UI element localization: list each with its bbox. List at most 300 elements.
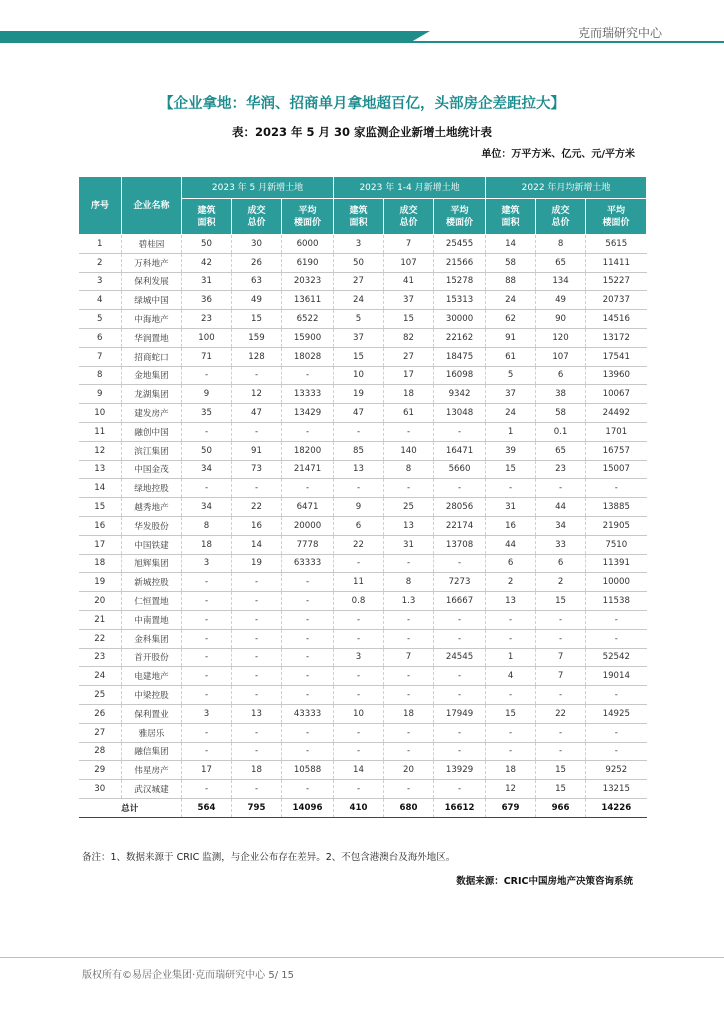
data-cell: - (182, 686, 232, 705)
data-cell: 24545 (434, 648, 486, 667)
data-cell: - (282, 479, 334, 498)
data-cell: 23 (182, 310, 232, 329)
table-row (79, 516, 647, 535)
data-cell: 13885 (586, 498, 647, 517)
sub-header-cell (182, 199, 232, 235)
table-row (79, 253, 647, 272)
data-cell: 15900 (282, 328, 334, 347)
data-cell: 22162 (434, 328, 486, 347)
data-cell: - (536, 610, 586, 629)
company-name: 中南置地 (122, 610, 182, 629)
company-name: 雅居乐 (122, 723, 182, 742)
data-cell: 13 (486, 592, 536, 611)
data-cell: 3 (334, 235, 384, 254)
data-cell: 9 (182, 385, 232, 404)
data-cell: - (384, 422, 434, 441)
table-row (79, 723, 647, 742)
data-cell: 24 (334, 291, 384, 310)
data-cell: 19 (232, 554, 282, 573)
table-row (79, 310, 647, 329)
data-cell: 50 (182, 235, 232, 254)
data-cell: - (334, 554, 384, 573)
data-cell: 12 (232, 385, 282, 404)
table-row (79, 235, 647, 254)
table-row (79, 366, 647, 385)
data-cell: - (182, 723, 232, 742)
row-index: 1 (79, 235, 122, 254)
data-cell: 33 (536, 535, 586, 554)
data-cell: 61 (486, 347, 536, 366)
data-cell: - (434, 667, 486, 686)
row-index: 26 (79, 704, 122, 723)
data-cell: 52542 (586, 648, 647, 667)
company-name: 绿城中国 (122, 291, 182, 310)
total-cell: 410 (334, 798, 384, 817)
data-cell: - (586, 723, 647, 742)
row-index: 13 (79, 460, 122, 479)
data-cell: - (182, 592, 232, 611)
data-cell: 5 (334, 310, 384, 329)
data-cell: 15 (536, 761, 586, 780)
data-cell: 15 (334, 347, 384, 366)
sub-header-text: 面积 (197, 217, 216, 228)
data-cell: 13611 (282, 291, 334, 310)
table-row (79, 479, 647, 498)
sub-header-text: 成交 (551, 205, 570, 216)
sub-header-text: 建筑 (349, 205, 368, 216)
data-cell: 6522 (282, 310, 334, 329)
row-index: 17 (79, 535, 122, 554)
data-cell: - (334, 422, 384, 441)
data-cell: - (232, 648, 282, 667)
sub-header-cell (486, 199, 536, 235)
table-row (79, 761, 647, 780)
table-row (79, 441, 647, 460)
data-cell: 61 (384, 404, 434, 423)
sub-header-text: 总价 (399, 217, 418, 228)
data-cell: 49 (536, 291, 586, 310)
data-cell: 18 (384, 704, 434, 723)
data-cell: 6 (536, 366, 586, 385)
row-index: 5 (79, 310, 122, 329)
company-name: 旭辉集团 (122, 554, 182, 573)
sub-header-cell (334, 199, 384, 235)
data-cell: - (232, 610, 282, 629)
data-cell: - (486, 610, 536, 629)
data-cell: 82 (384, 328, 434, 347)
company-name: 华发股份 (122, 516, 182, 535)
table-row (79, 460, 647, 479)
data-cell: - (434, 422, 486, 441)
data-cell: 34 (536, 516, 586, 535)
data-cell: - (384, 479, 434, 498)
section-title: 【企业拿地：华润、招商单月拿地超百亿，头部房企差距拉大】 (159, 96, 565, 112)
footer-rule (0, 957, 724, 958)
company-name: 建发房产 (122, 404, 182, 423)
data-cell: - (486, 723, 536, 742)
data-cell: 13215 (586, 780, 647, 799)
sub-header-cell (536, 199, 586, 235)
data-cell: 30 (232, 235, 282, 254)
data-cell: 37 (334, 328, 384, 347)
data-cell: 7778 (282, 535, 334, 554)
total-cell: 14096 (282, 798, 334, 817)
row-index: 22 (79, 629, 122, 648)
total-cell: 16612 (434, 798, 486, 817)
sub-header-text: 面积 (501, 217, 520, 228)
header-accent-bar (0, 31, 430, 41)
total-cell: 966 (536, 798, 586, 817)
company-name: 中国铁建 (122, 535, 182, 554)
data-cell: - (434, 686, 486, 705)
data-cell: 13 (334, 460, 384, 479)
data-cell: 13708 (434, 535, 486, 554)
total-label: 总计 (79, 798, 182, 817)
sub-header-cell (434, 199, 486, 235)
data-cell: 17949 (434, 704, 486, 723)
data-cell: 18200 (282, 441, 334, 460)
row-index: 7 (79, 347, 122, 366)
data-cell: 128 (232, 347, 282, 366)
data-cell: 6190 (282, 253, 334, 272)
company-name: 融创中国 (122, 422, 182, 441)
data-cell: 16 (486, 516, 536, 535)
data-cell: - (384, 686, 434, 705)
data-cell: 14 (232, 535, 282, 554)
data-cell: 15278 (434, 272, 486, 291)
data-cell: - (232, 667, 282, 686)
company-name: 首开股份 (122, 648, 182, 667)
row-index: 12 (79, 441, 122, 460)
data-cell: 24 (486, 404, 536, 423)
data-cell: - (434, 479, 486, 498)
data-cell: - (536, 686, 586, 705)
row-index: 4 (79, 291, 122, 310)
data-cell: 9252 (586, 761, 647, 780)
row-index: 28 (79, 742, 122, 761)
company-name: 金科集团 (122, 629, 182, 648)
data-cell: 63 (232, 272, 282, 291)
data-cell: 22 (232, 498, 282, 517)
data-cell: - (232, 742, 282, 761)
company-name: 金地集团 (122, 366, 182, 385)
data-cell: - (282, 422, 334, 441)
table-title: 表：2023 年 5 月 30 家监测企业新增土地统计表 (231, 125, 493, 139)
data-cell: 10067 (586, 385, 647, 404)
data-cell: 73 (232, 460, 282, 479)
data-cell: 7510 (586, 535, 647, 554)
data-cell: 38 (536, 385, 586, 404)
data-cell: 4 (486, 667, 536, 686)
data-cell: 90 (536, 310, 586, 329)
data-cell: - (232, 723, 282, 742)
company-name: 保利置业 (122, 704, 182, 723)
unit-label: 单位：万平方米、亿元、元/平方米 (481, 149, 635, 160)
data-cell: - (434, 742, 486, 761)
sub-header-text: 楼面价 (294, 217, 322, 228)
data-cell: 16 (232, 516, 282, 535)
company-name: 华润置地 (122, 328, 182, 347)
data-cell: - (586, 686, 647, 705)
data-cell: 107 (536, 347, 586, 366)
data-cell: 9342 (434, 385, 486, 404)
data-cell: - (334, 610, 384, 629)
data-cell: 15313 (434, 291, 486, 310)
sub-header-cell (232, 199, 282, 235)
header-company: 企业名称 (122, 177, 182, 235)
data-cell: - (334, 742, 384, 761)
data-cell: 18 (486, 761, 536, 780)
data-cell: - (536, 629, 586, 648)
data-cell: 1 (486, 422, 536, 441)
header-rule (0, 41, 724, 43)
row-index: 20 (79, 592, 122, 611)
data-cell: 50 (334, 253, 384, 272)
data-cell: 58 (486, 253, 536, 272)
data-cell: 7273 (434, 573, 486, 592)
row-index: 25 (79, 686, 122, 705)
data-cell: 6 (486, 554, 536, 573)
data-cell: 18 (182, 535, 232, 554)
data-cell: 3 (182, 704, 232, 723)
data-cell: 6000 (282, 235, 334, 254)
data-cell: - (282, 780, 334, 799)
data-cell: 6471 (282, 498, 334, 517)
sub-header-text: 成交 (247, 205, 266, 216)
company-name: 仁恒置地 (122, 592, 182, 611)
data-cell: - (384, 742, 434, 761)
data-cell: 31 (486, 498, 536, 517)
company-name: 越秀地产 (122, 498, 182, 517)
sub-header-text: 总价 (551, 217, 570, 228)
data-cell: 43333 (282, 704, 334, 723)
sub-header-text: 成交 (399, 205, 418, 216)
company-name: 龙湖集团 (122, 385, 182, 404)
data-cell: 14 (334, 761, 384, 780)
data-cell: 15 (486, 460, 536, 479)
table-row (79, 291, 647, 310)
data-cell: - (536, 742, 586, 761)
data-cell: 16471 (434, 441, 486, 460)
data-cell: 34 (182, 498, 232, 517)
data-cell: 13 (384, 516, 434, 535)
data-cell: - (232, 422, 282, 441)
table-row (79, 686, 647, 705)
data-cell: 19 (334, 385, 384, 404)
data-cell: 49 (232, 291, 282, 310)
total-cell: 795 (232, 798, 282, 817)
data-cell: 62 (486, 310, 536, 329)
data-cell: 91 (486, 328, 536, 347)
row-index: 6 (79, 328, 122, 347)
company-name: 招商蛇口 (122, 347, 182, 366)
data-cell: 3 (334, 648, 384, 667)
row-index: 8 (79, 366, 122, 385)
data-cell: 31 (384, 535, 434, 554)
data-cell: 8 (384, 573, 434, 592)
data-cell: 100 (182, 328, 232, 347)
data-cell: - (334, 686, 384, 705)
data-cell: - (586, 610, 647, 629)
data-cell: - (182, 422, 232, 441)
data-cell: 20737 (586, 291, 647, 310)
data-cell: - (384, 723, 434, 742)
data-cell: 13048 (434, 404, 486, 423)
data-cell: - (586, 742, 647, 761)
data-cell: 11411 (586, 253, 647, 272)
data-cell: 8 (384, 460, 434, 479)
data-cell: - (434, 554, 486, 573)
data-cell: 1.3 (384, 592, 434, 611)
data-cell: - (282, 629, 334, 648)
data-cell: 16098 (434, 366, 486, 385)
data-cell: 0.8 (334, 592, 384, 611)
data-cell: 65 (536, 253, 586, 272)
table-row (79, 328, 647, 347)
data-cell: 13 (232, 704, 282, 723)
row-index: 9 (79, 385, 122, 404)
data-cell: 13960 (586, 366, 647, 385)
data-cell: 13429 (282, 404, 334, 423)
table-row (79, 667, 647, 686)
data-cell: 20 (384, 761, 434, 780)
data-cell: 65 (536, 441, 586, 460)
data-cell: 14 (486, 235, 536, 254)
data-cell: 6 (334, 516, 384, 535)
total-row (79, 798, 647, 817)
data-cell: 19014 (586, 667, 647, 686)
data-cell: - (384, 667, 434, 686)
row-index: 29 (79, 761, 122, 780)
data-cell: 37 (384, 291, 434, 310)
data-cell: 58 (536, 404, 586, 423)
row-index: 10 (79, 404, 122, 423)
data-cell: - (282, 742, 334, 761)
data-cell: 16667 (434, 592, 486, 611)
data-cell: 15 (486, 704, 536, 723)
data-cell: 1701 (586, 422, 647, 441)
sub-header-text: 楼面价 (602, 217, 630, 228)
data-cell: - (384, 610, 434, 629)
row-index: 11 (79, 422, 122, 441)
data-cell: - (282, 648, 334, 667)
header-group-2023-may: 2023 年 5 月新增土地 (182, 177, 334, 199)
data-cell: 88 (486, 272, 536, 291)
data-cell: - (182, 573, 232, 592)
data-cell: 24 (486, 291, 536, 310)
row-index: 30 (79, 780, 122, 799)
data-cell: 22174 (434, 516, 486, 535)
data-cell: - (182, 366, 232, 385)
data-cell: 7 (384, 235, 434, 254)
data-cell: 14516 (586, 310, 647, 329)
sub-header-text: 平均 (607, 205, 626, 216)
table-row (79, 385, 647, 404)
data-cell: - (182, 667, 232, 686)
data-cell: 47 (232, 404, 282, 423)
data-cell: 6 (536, 554, 586, 573)
company-name: 碧桂园 (122, 235, 182, 254)
data-cell: - (232, 780, 282, 799)
data-cell: 10000 (586, 573, 647, 592)
table-row (79, 404, 647, 423)
data-cell: 10 (334, 704, 384, 723)
sub-header-text: 楼面价 (446, 217, 474, 228)
data-cell: 13333 (282, 385, 334, 404)
data-cell: 24492 (586, 404, 647, 423)
company-name: 新城控股 (122, 573, 182, 592)
data-cell: 15007 (586, 460, 647, 479)
data-cell: 7 (384, 648, 434, 667)
company-name: 融信集团 (122, 742, 182, 761)
data-cell: 34 (182, 460, 232, 479)
data-cell: 63333 (282, 554, 334, 573)
data-cell: 47 (334, 404, 384, 423)
data-cell: 5 (486, 366, 536, 385)
data-cell: 22 (334, 535, 384, 554)
data-cell: - (282, 667, 334, 686)
data-cell: - (434, 610, 486, 629)
row-index: 15 (79, 498, 122, 517)
data-cell: 37 (486, 385, 536, 404)
table-row (79, 648, 647, 667)
row-index: 21 (79, 610, 122, 629)
company-name: 中海地产 (122, 310, 182, 329)
company-name: 中梁控股 (122, 686, 182, 705)
data-cell: 85 (334, 441, 384, 460)
table-row (79, 535, 647, 554)
data-cell: 18 (384, 385, 434, 404)
data-cell: 18028 (282, 347, 334, 366)
data-cell: - (232, 573, 282, 592)
data-cell: 7 (536, 648, 586, 667)
page-footer: 版权所有©易居企业集团·克而瑞研究中心 5/ 15 (82, 970, 294, 981)
data-cell: 5615 (586, 235, 647, 254)
sub-header-text: 平均 (298, 205, 317, 216)
data-cell: 7 (536, 667, 586, 686)
total-cell: 14226 (586, 798, 647, 817)
data-cell: - (486, 686, 536, 705)
data-cell: - (384, 780, 434, 799)
data-cell: 44 (486, 535, 536, 554)
table-row (79, 629, 647, 648)
company-name: 绿地控股 (122, 479, 182, 498)
row-index: 16 (79, 516, 122, 535)
data-cell: - (536, 723, 586, 742)
data-cell: 23 (536, 460, 586, 479)
data-cell: - (536, 479, 586, 498)
data-cell: 13172 (586, 328, 647, 347)
table-row (79, 554, 647, 573)
company-name: 滨江集团 (122, 441, 182, 460)
row-index: 24 (79, 667, 122, 686)
data-cell: 25455 (434, 235, 486, 254)
data-cell: 2 (486, 573, 536, 592)
row-index: 2 (79, 253, 122, 272)
data-cell: 50 (182, 441, 232, 460)
data-cell: - (182, 610, 232, 629)
total-cell: 680 (384, 798, 434, 817)
total-cell: 679 (486, 798, 536, 817)
data-cell: 20000 (282, 516, 334, 535)
table-row (79, 780, 647, 799)
table-row (79, 704, 647, 723)
data-cell: 16757 (586, 441, 647, 460)
data-cell: 159 (232, 328, 282, 347)
header-index: 序号 (79, 177, 122, 235)
data-cell: 39 (486, 441, 536, 460)
data-cell: - (282, 610, 334, 629)
